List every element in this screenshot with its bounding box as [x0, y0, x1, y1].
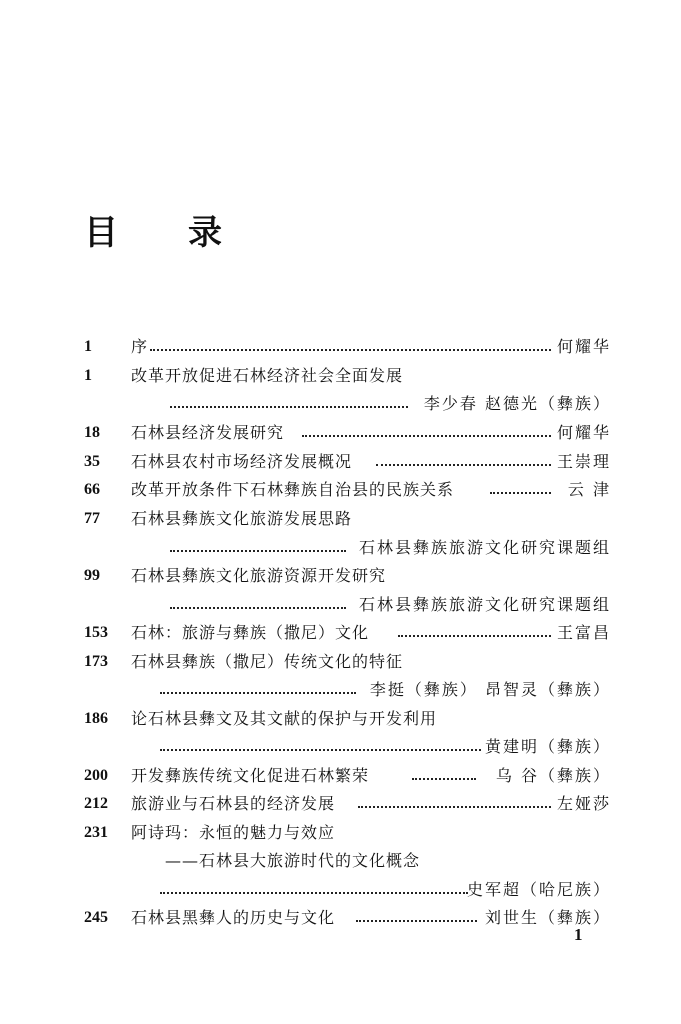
- dot-leader: [160, 733, 481, 760]
- toc-title: 开发彝族传统文化促进石林繁荣: [131, 766, 370, 785]
- dot-leader: [376, 448, 551, 475]
- toc-author: 石林县彝族旅游文化研究课题组: [358, 595, 611, 614]
- dot-leader: [170, 534, 346, 561]
- toc-page-number: 18: [84, 424, 100, 441]
- toc-page-number: 231: [84, 824, 108, 841]
- toc-page-number: 35: [84, 453, 100, 470]
- dot-leader: [170, 591, 346, 618]
- toc-entry: [0, 762, 681, 789]
- toc-author: 李少春 赵德光（彝族）: [423, 394, 611, 413]
- toc-page-number: 245: [84, 909, 108, 926]
- toc-author: 史军超（哈尼族）: [466, 880, 611, 899]
- toc-entry: [0, 790, 681, 817]
- toc-entry-continuation: [0, 876, 681, 903]
- toc-entry-continuation: [0, 676, 681, 703]
- toc-title: 旅游业与石林县的经济发展: [131, 794, 336, 813]
- toc-title: 序: [131, 337, 149, 356]
- dot-leader: [490, 476, 551, 503]
- dot-leader: [160, 676, 356, 703]
- toc-entry: [0, 419, 681, 446]
- toc-author: 云 津: [567, 480, 611, 499]
- toc-entry: [0, 362, 681, 389]
- toc-entry: [0, 476, 681, 503]
- toc-page-number: 212: [84, 795, 108, 812]
- dot-leader: [358, 790, 551, 817]
- toc-title: 改革开放条件下石林彝族自治县的民族关系: [131, 480, 455, 499]
- toc-author: 左娅莎: [556, 794, 611, 813]
- title-char-1: 目: [84, 213, 118, 253]
- toc-title: 石林县彝族（撒尼）传统文化的特征: [131, 652, 404, 671]
- toc-title: 石林县黑彝人的历史与文化: [131, 908, 336, 927]
- toc-title: 石林县经济发展研究: [131, 423, 285, 442]
- toc-page-number: 153: [84, 624, 108, 641]
- toc-author: 王崇理: [556, 452, 611, 471]
- toc-page-number: 173: [84, 653, 108, 670]
- toc-title: 石林县彝族文化旅游资源开发研究: [131, 566, 387, 585]
- page-title: [84, 205, 222, 254]
- toc-subtitle: ——石林县大旅游时代的文化概念: [165, 851, 421, 870]
- toc-entry: [0, 448, 681, 475]
- toc-title: 阿诗玛：永恒的魅力与效应: [131, 823, 336, 842]
- toc-entry-subtitle: [0, 847, 681, 874]
- dot-leader: [398, 619, 551, 646]
- toc-entry: [0, 619, 681, 646]
- toc-author: 乌 谷（彝族）: [495, 766, 611, 785]
- toc-author: 何耀华: [556, 423, 611, 442]
- dot-leader: [302, 419, 551, 446]
- toc-page-number: 200: [84, 767, 108, 784]
- toc-entry: [0, 819, 681, 846]
- toc-author: 王富昌: [556, 623, 611, 642]
- toc-title: 石林县彝族文化旅游发展思路: [131, 509, 353, 528]
- toc-entry-continuation: [0, 534, 681, 561]
- dot-leader: [160, 876, 468, 903]
- toc-entry: [0, 505, 681, 532]
- toc-entry: [0, 648, 681, 675]
- dot-leader: [150, 333, 551, 360]
- toc-page-number: 1: [84, 367, 92, 384]
- toc-title: 石林：旅游与彝族（撒尼）文化: [131, 623, 370, 642]
- toc-author: 黄建明（彝族）: [484, 737, 611, 756]
- dot-leader: [356, 904, 477, 931]
- toc-entry-continuation: [0, 390, 681, 417]
- toc-entry: [0, 705, 681, 732]
- toc-page-number: 1: [84, 338, 92, 355]
- toc-entry: [0, 333, 681, 360]
- dot-leader: [170, 390, 408, 417]
- toc-page-number: 99: [84, 567, 100, 584]
- toc-author: 何耀华: [556, 337, 611, 356]
- toc-author: 李挺（彝族） 昂智灵（彝族）: [369, 680, 611, 699]
- toc-page-number: 77: [84, 510, 100, 527]
- toc-author: 刘世生（彝族）: [484, 908, 611, 927]
- dot-leader: [412, 762, 476, 789]
- toc-entry: [0, 562, 681, 589]
- title-char-2: 录: [188, 213, 222, 253]
- toc-entry-continuation: [0, 733, 681, 760]
- toc-page-number: 66: [84, 481, 100, 498]
- toc-title: 石林县农村市场经济发展概况: [131, 452, 353, 471]
- toc-title: 改革开放促进石林经济社会全面发展: [131, 366, 404, 385]
- page-number: 1: [574, 925, 583, 944]
- toc-author: 石林县彝族旅游文化研究课题组: [358, 538, 611, 557]
- toc-page-number: 186: [84, 710, 108, 727]
- toc-title: 论石林县彝文及其文献的保护与开发利用: [131, 709, 438, 728]
- toc-entry-continuation: [0, 591, 681, 618]
